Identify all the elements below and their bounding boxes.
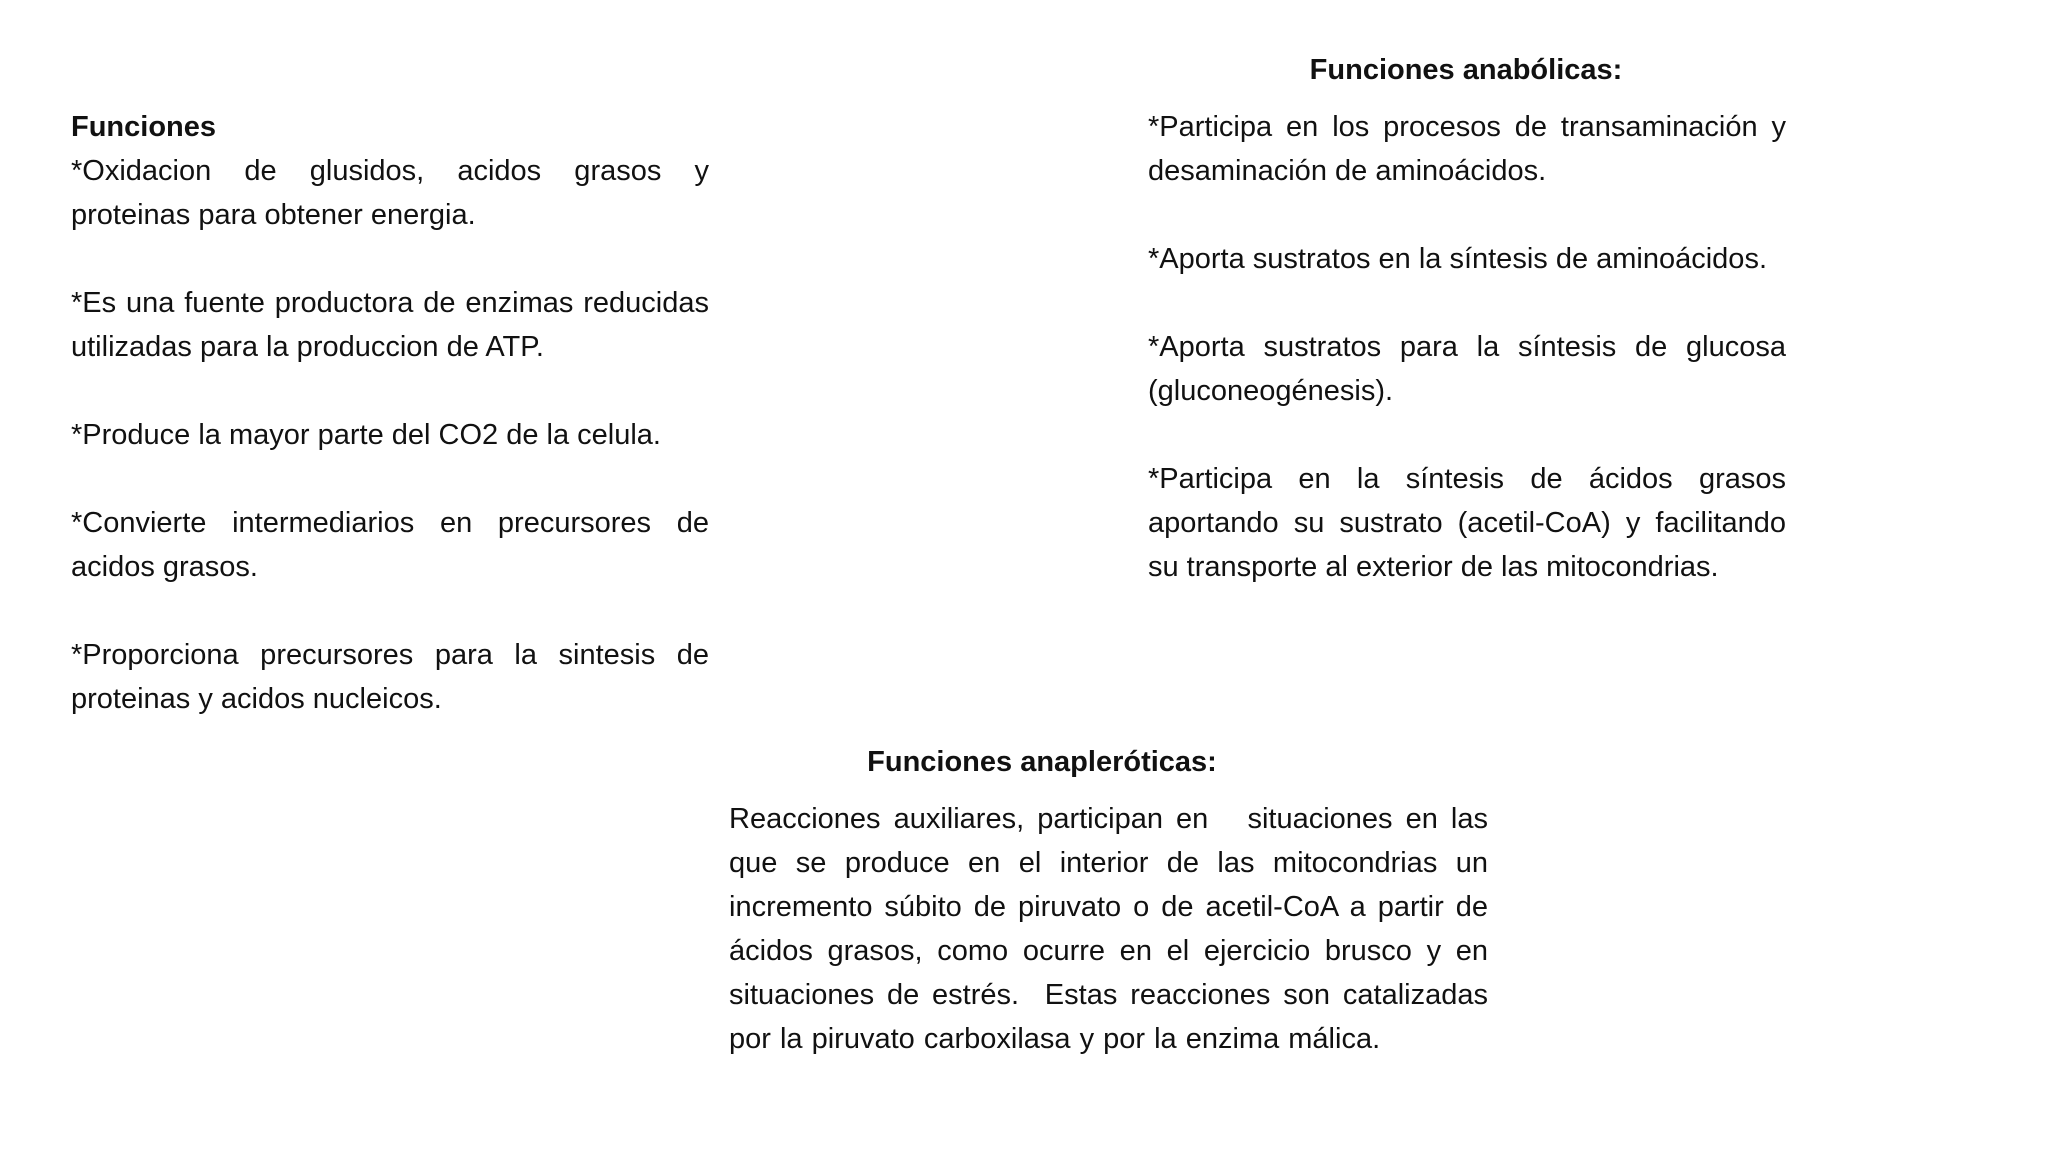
anabolic-function-item: *Participa en los procesos de transaminación y desaminación de aminoácidos. xyxy=(1148,111,1786,187)
anaplerotic-functions-column xyxy=(729,797,1498,1061)
function-item: *Convierte intermediarios en precursores de acidos grasos. xyxy=(71,507,709,583)
anabolic-function-item: *Aporta sustratos en la síntesis de aminoácidos. xyxy=(1148,243,1767,275)
anaplerotic-functions-heading: Funciones anapleróticas: xyxy=(867,746,1217,778)
anabolic-function-item: *Aporta sustratos para la síntesis de glucosa (gluconeogénesis). xyxy=(1148,331,1786,407)
function-item: *Proporciona precursores para la sintesis de proteinas y acidos nucleicos. xyxy=(71,639,709,715)
anabolic-function-item: *Participa en la síntesis de ácidos grasos aportando su sustrato (acetil-CoA) y facilitando su transporte al exterior de las mitocondrias. xyxy=(1148,463,1786,583)
anabolic-functions-column xyxy=(1148,105,1786,589)
functions-heading: Funciones xyxy=(71,111,217,143)
function-item: *Es una fuente productora de enzimas reducidas utilizadas para la produccion de ATP. xyxy=(71,287,709,363)
function-item: *Oxidacion de glusidos, acidos grasos y proteinas para obtener energia. xyxy=(71,155,709,231)
anabolic-functions-heading: Funciones anabólicas: xyxy=(1309,54,1623,86)
anaplerotic-paragraph: Reacciones auxiliares, participan en situaciones en las que se produce en el interior de las mitocondrias un incremento súbito de piruvato o de acetil-CoA a partir de ácidos grasos, como ocurre en el ejercicio brusco y en situaciones de estrés. Estas reacciones son catalizadas por la piruvato carboxilasa y por la enzima málica. xyxy=(729,803,1498,1055)
functions-column xyxy=(71,105,709,721)
function-item: *Produce la mayor parte del CO2 de la celula. xyxy=(71,419,661,451)
